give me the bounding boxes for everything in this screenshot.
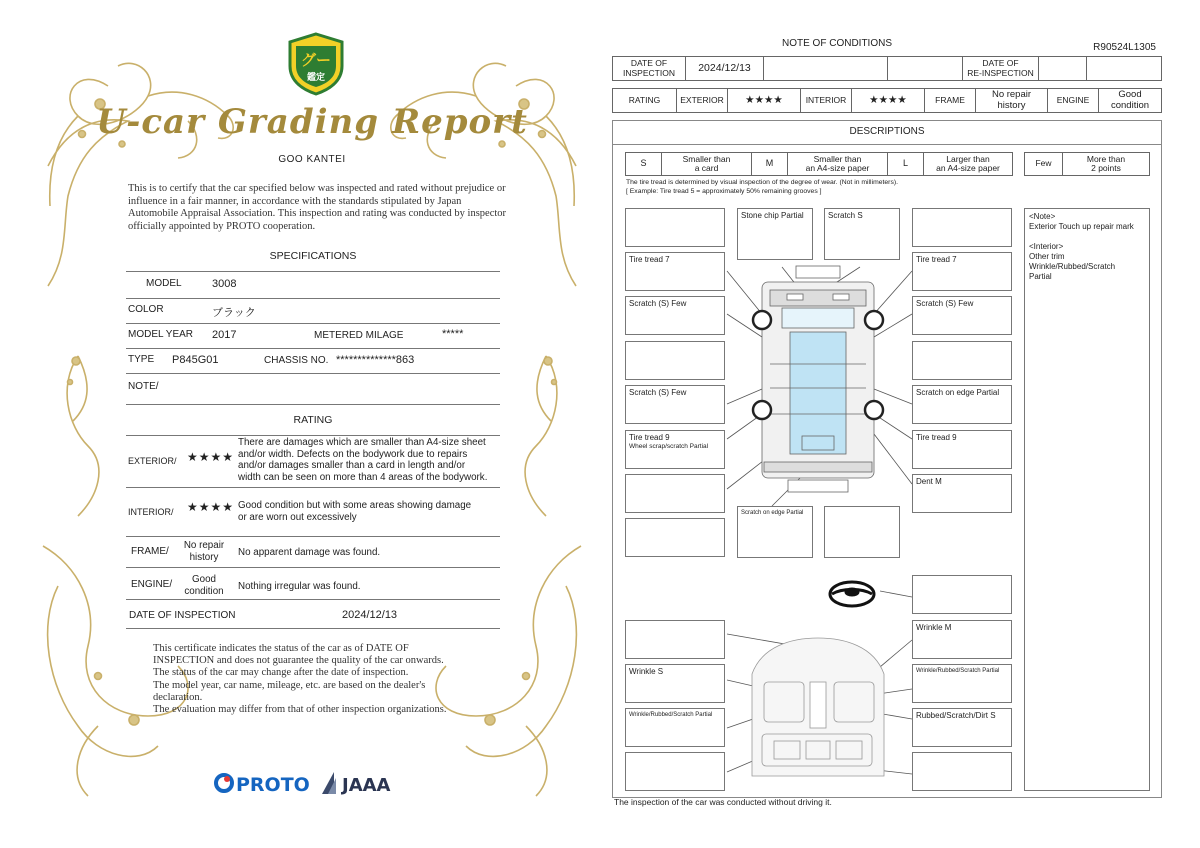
condition-box: Wrinkle/Rubbed/Scratch Partial bbox=[912, 664, 1012, 703]
steering-wheel-icon bbox=[830, 582, 874, 606]
car-interior-view-icon bbox=[752, 638, 884, 776]
frame-label: FRAME bbox=[925, 89, 976, 112]
type-label: TYPE bbox=[128, 354, 155, 365]
certificate-intro: This is to certify that the car specified below was inspected and rated without prejudice or influence in a fair manner, in accordance with the standards stipulated by Japan Automobile Appraisal Association. This inspection and rating was conducted by inspector officially appointed by PROTO cooperation. bbox=[128, 183, 507, 232]
mileage-label: METERED MILAGE bbox=[314, 330, 404, 341]
certificate-footer: This certificate indicates the status of the car as of DATE OF INSPECTION and does not guarantee the quality of the car onwards. The status of the car may change after the date of inspection. The model year, car name, mileage, etc. are based on the dealer's declaration. The evaluation may differ from that of other inspection organizations. bbox=[153, 643, 447, 716]
interior-label: INTERIOR/ bbox=[128, 507, 174, 517]
color-label: COLOR bbox=[128, 304, 164, 315]
legend-m-desc: Smaller than an A4-size paper bbox=[788, 153, 888, 175]
date-of-inspection-value: 2024/12/13 bbox=[342, 609, 398, 621]
goo-kantei-badge-icon bbox=[286, 32, 346, 96]
condition-box: Tire tread 7 bbox=[912, 252, 1012, 291]
condition-box bbox=[625, 341, 725, 380]
date-of-inspection-label: DATE OF INSPECTION bbox=[129, 610, 236, 621]
mileage-value: ***** bbox=[442, 328, 464, 340]
condition-box bbox=[912, 752, 1012, 791]
condition-box bbox=[912, 575, 1012, 614]
legend-s: S bbox=[626, 153, 662, 175]
frame-label: FRAME/ bbox=[131, 546, 169, 557]
frame-description: No apparent damage was found. bbox=[238, 547, 381, 558]
frame-value: No repair history bbox=[976, 89, 1048, 112]
proto-mark-icon bbox=[214, 770, 314, 796]
exterior-stars: ★★★★ bbox=[728, 89, 801, 112]
condition-box: Tire tread 9 bbox=[912, 430, 1012, 469]
reference-number: R90524L1305 bbox=[1093, 42, 1156, 53]
divider bbox=[126, 404, 500, 405]
grading-certificate bbox=[38, 26, 586, 822]
interior-note-line: Wrinkle/Rubbed/Scratch bbox=[1029, 262, 1116, 271]
condition-box bbox=[824, 506, 900, 558]
condition-box: Scratch on edge Partial bbox=[737, 506, 813, 558]
condition-box bbox=[625, 752, 725, 791]
divider bbox=[126, 536, 500, 537]
condition-box: Wrinkle S bbox=[625, 664, 725, 703]
divider bbox=[126, 567, 500, 568]
engine-label: ENGINE bbox=[1048, 89, 1099, 112]
legend-few: Few bbox=[1025, 153, 1063, 175]
divider bbox=[126, 628, 500, 629]
model-value: 3008 bbox=[212, 278, 237, 290]
interior-stars: ★★★★ bbox=[852, 89, 925, 112]
interior-note-line: Partial bbox=[1029, 272, 1052, 281]
svg-text:グー: グー bbox=[300, 51, 332, 69]
condition-box bbox=[625, 208, 725, 247]
engine-value: Good condition bbox=[184, 574, 224, 597]
legend-m: M bbox=[752, 153, 788, 175]
frame-value: No repair history bbox=[183, 540, 225, 563]
condition-box: Tire tread 9 Wheel scrap/scratch Partial bbox=[625, 430, 725, 469]
exterior-description: There are damages which are smaller than A4-size sheet and/or width. Defects on the bodywork due to repairs and/or damages smaller than a card in length and/or width can be seen on more than 4 areas of the bodywork. bbox=[238, 437, 488, 483]
divider bbox=[126, 348, 500, 349]
interior-description: Good condition but with some areas showing damage or are worn out excessively bbox=[238, 500, 472, 523]
tire-tread-note: The tire tread is determined by visual inspection of the degree of wear. (Not in millimeters). [ Example: Tire tread 5 = approximately 50% remaining grooves ] bbox=[626, 179, 898, 195]
condition-box bbox=[625, 518, 725, 557]
divider bbox=[126, 373, 500, 374]
legend-l: L bbox=[888, 153, 924, 175]
sheet-title: NOTE OF CONDITIONS bbox=[782, 38, 892, 49]
notes-panel bbox=[1024, 208, 1150, 791]
interior-stars: ★★★★ bbox=[187, 500, 235, 514]
date-of-inspection-value: 2024/12/13 bbox=[686, 57, 764, 80]
condition-box: Dent M bbox=[912, 474, 1012, 513]
certificate-title: U-car Grading Report bbox=[96, 102, 528, 142]
condition-box: Wrinkle M bbox=[912, 620, 1012, 659]
condition-box: Scratch (S) Few bbox=[912, 296, 1012, 335]
divider bbox=[126, 487, 500, 488]
proto-logo bbox=[214, 770, 314, 796]
certificate-subtitle: GOO KANTEI bbox=[278, 154, 346, 165]
legend-few-desc: More than 2 points bbox=[1086, 153, 1126, 173]
rating-label: RATING bbox=[613, 89, 677, 112]
car-top-view-icon bbox=[762, 266, 874, 492]
model-label: MODEL bbox=[146, 278, 182, 289]
jaaa-mark-icon bbox=[320, 770, 400, 796]
legend-l-desc: Larger than an A4-size paper bbox=[936, 153, 1000, 173]
divider bbox=[126, 435, 500, 436]
condition-box: Scratch (S) Few bbox=[625, 385, 725, 424]
exterior-label: EXTERIOR/ bbox=[128, 456, 177, 466]
rating-heading: RATING bbox=[293, 414, 333, 426]
date-of-inspection-label: DATE OF INSPECTION bbox=[613, 57, 686, 80]
condition-box: Stone chip Partial bbox=[737, 208, 813, 260]
condition-box: Rubbed/Scratch/Dirt S bbox=[912, 708, 1012, 747]
condition-box bbox=[912, 341, 1012, 380]
engine-value: Good condition bbox=[1110, 89, 1150, 111]
divider bbox=[126, 599, 500, 600]
condition-box bbox=[912, 208, 1012, 247]
divider bbox=[126, 323, 500, 324]
divider bbox=[126, 298, 500, 299]
legend-s-desc: Smaller than a card bbox=[662, 153, 752, 175]
date-of-reinspection-label: DATE OF RE-INSPECTION bbox=[963, 57, 1039, 80]
color-value: ブラック bbox=[212, 307, 256, 319]
condition-box: Scratch S bbox=[824, 208, 900, 260]
note-label: NOTE/ bbox=[128, 381, 159, 392]
note-heading: <Note> bbox=[1029, 212, 1056, 221]
condition-box: Tire tread 7 bbox=[625, 252, 725, 291]
sheet-footer-note: The inspection of the car was conducted without driving it. bbox=[614, 797, 832, 807]
chassis-label: CHASSIS NO. bbox=[264, 355, 329, 366]
interior-note-line: Other trim bbox=[1029, 252, 1065, 261]
model-year-value: 2017 bbox=[212, 329, 237, 341]
engine-label: ENGINE/ bbox=[131, 579, 173, 590]
divider bbox=[126, 271, 500, 272]
condition-box: Scratch (S) Few bbox=[625, 296, 725, 335]
condition-box: Wrinkle/Rubbed/Scratch Partial bbox=[625, 708, 725, 747]
svg-text:鑑定: 鑑定 bbox=[306, 73, 326, 83]
note-text: Exterior Touch up repair mark bbox=[1029, 222, 1134, 231]
jaaa-logo bbox=[320, 770, 400, 796]
specifications-heading: SPECIFICATIONS bbox=[269, 250, 357, 262]
note-of-conditions-sheet bbox=[612, 34, 1164, 812]
svg-text:JAAA: JAAA bbox=[342, 775, 391, 796]
condition-box bbox=[625, 620, 725, 659]
exterior-stars: ★★★★ bbox=[187, 450, 235, 464]
condition-box bbox=[625, 474, 725, 513]
interior-label: INTERIOR bbox=[801, 89, 852, 112]
model-year-label: MODEL YEAR bbox=[128, 329, 194, 340]
descriptions-heading: DESCRIPTIONS bbox=[849, 126, 925, 137]
engine-description: Nothing irregular was found. bbox=[238, 581, 361, 592]
interior-heading: <Interior> bbox=[1029, 242, 1064, 251]
svg-text:PROTO: PROTO bbox=[236, 774, 310, 796]
exterior-label: EXTERIOR bbox=[677, 89, 728, 112]
condition-box: Scratch on edge Partial bbox=[912, 385, 1012, 424]
chassis-value: **************863 bbox=[336, 354, 415, 366]
type-value: P845G01 bbox=[172, 354, 219, 366]
